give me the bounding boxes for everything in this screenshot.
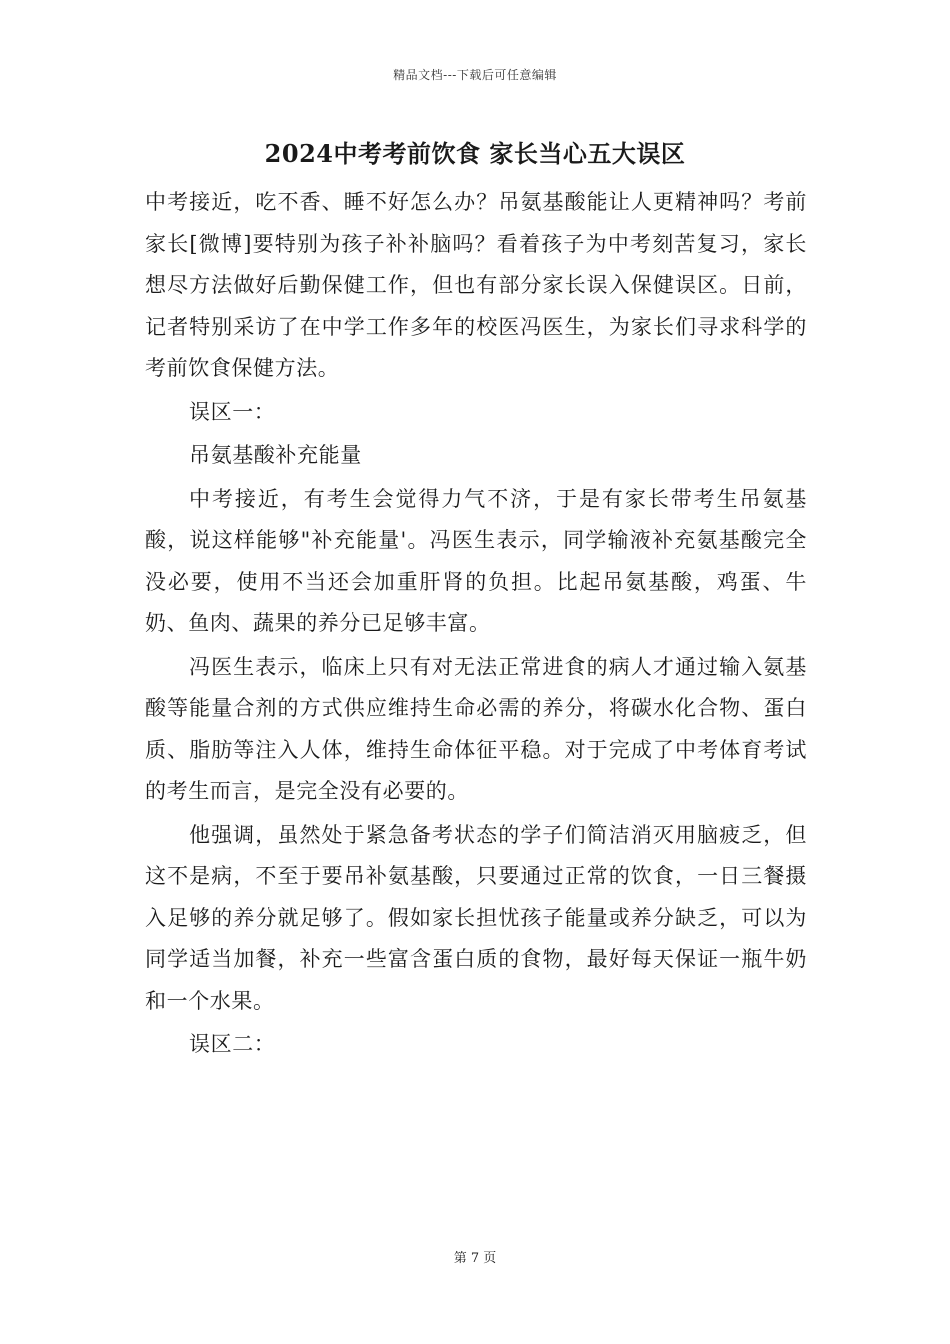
page-number: 第 7 页 — [453, 1251, 497, 1266]
section-heading-myth-2: 误区二： — [189, 1032, 276, 1056]
body-paragraph: 中考接近，有考生会觉得力气不济，于是有家长带考生吊氨基酸，说这样能够"补充能量'。冯医生表示，同学输液补充氨基酸完全没必要，使用不当还会加重肝肾的负担。比起吊氨基酸，鸡蛋、牛奶、鱼肉、蔬果的养分已足够丰富。 — [145, 486, 807, 635]
intro-paragraph: 中考接近，吃不香、睡不好怎么办？吊氨基酸能让人更精神吗？考前家长[微博]要特别为孩子补补脑吗？看着孩子为中考刻苦复习，家长想尽方法做好后勤保健工作，但也有部分家长误入保健误区。日前，记者特别采访了在中学工作多年的校医冯医生，为家长们寻求科学的考前饮食保健方法。 — [145, 190, 807, 380]
page-header: 精品文档---下载后可任意编辑 — [393, 68, 557, 82]
document-title: 2024中考考前饮食 家长当心五大误区 — [264, 139, 686, 168]
section-heading-myth-1: 误区一： — [189, 399, 276, 424]
section-subheading-myth-1: 吊氨基酸补充能量 — [189, 443, 362, 467]
document-body — [145, 182, 807, 1066]
body-paragraph: 他强调，虽然处于紧急备考状态的学子们简洁消灭用脑疲乏，但这不是病，不至于要吊补氨基酸，只要通过正常的饮食，一日三餐摄入足够的养分就足够了。假如家长担忧孩子能量或养分缺乏，可以为同学适当加餐，补充一些富含蛋白质的食物，最好每天保证一瓶牛奶和一个水果。 — [145, 822, 807, 1013]
body-paragraph: 冯医生表示，临床上只有对无法正常进食的病人才通过输入氨基酸等能量合剂的方式供应维持生命必需的养分，将碳水化合物、蛋白质、脂肪等注入人体，维持生命体征平稳。对于完成了中考体育考试的考生而言，是完全没有必要的。 — [145, 654, 807, 803]
